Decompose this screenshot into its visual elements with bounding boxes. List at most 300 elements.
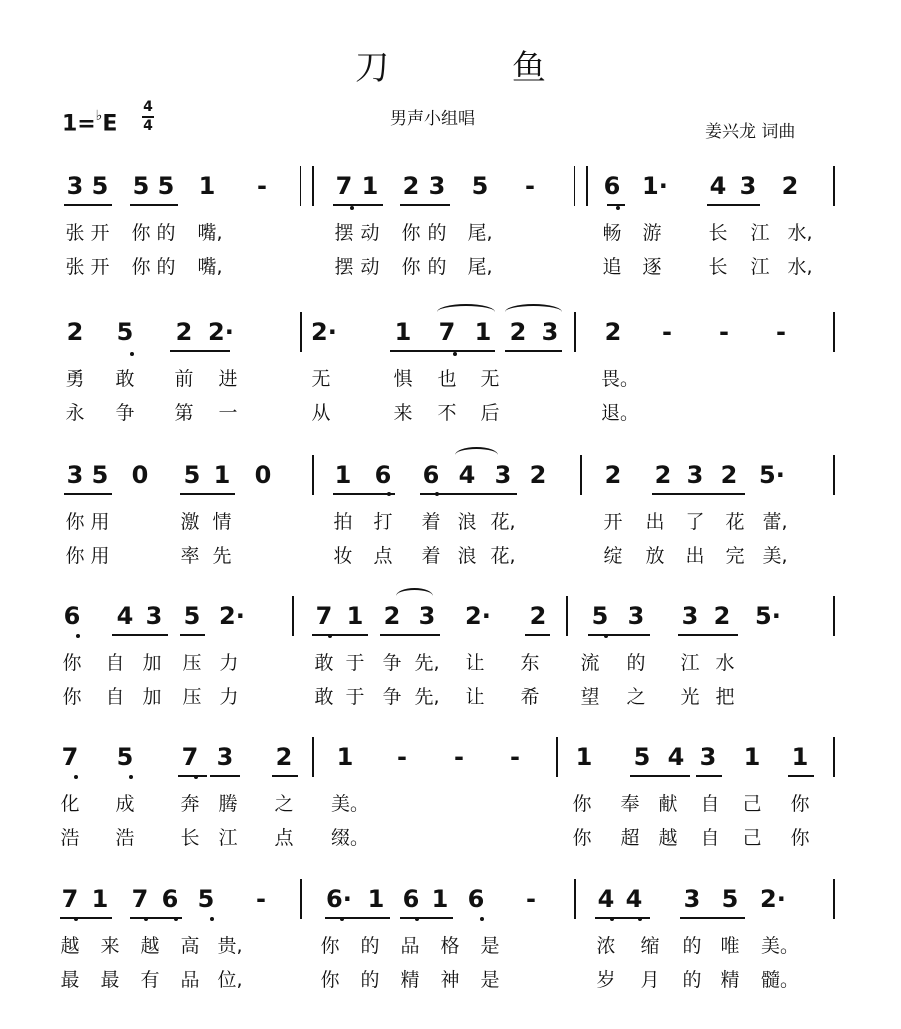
lyric-syllable: 着	[421, 511, 441, 533]
beam-underline	[178, 775, 207, 777]
lyric-syllable: 你	[65, 511, 85, 533]
lyric-syllable: 尾,	[467, 256, 493, 278]
lyric-syllable: 浪	[457, 545, 477, 567]
lyric-syllable: 你	[62, 652, 82, 674]
lyric-syllable: 自	[105, 686, 125, 708]
note: 1	[361, 172, 379, 200]
lyric-syllable: 出	[645, 511, 665, 533]
octave-dot	[350, 206, 354, 210]
lyric-syllable: 越	[658, 827, 678, 849]
note: -	[526, 885, 536, 913]
lyric-syllable: 动	[360, 256, 380, 278]
note: 1	[346, 602, 364, 630]
lyric-syllable: 让	[465, 652, 485, 674]
note: 5	[116, 318, 134, 346]
note: 7	[438, 318, 456, 346]
lyric-syllable: 了	[685, 511, 705, 533]
beam-underline	[333, 204, 383, 206]
barline	[312, 455, 314, 495]
lyric-syllable: 超	[620, 827, 640, 849]
author-credit: 姜兴龙 词曲	[705, 122, 796, 142]
note: 3	[66, 172, 84, 200]
barline	[556, 737, 558, 777]
note: 3	[683, 885, 701, 913]
beam-underline	[64, 204, 112, 206]
slur	[396, 588, 433, 604]
lyric-syllable: 无	[480, 368, 500, 390]
lyric-syllable: 浪	[457, 511, 477, 533]
beam-underline	[707, 204, 760, 206]
score-system	[0, 461, 901, 591]
lyric-syllable: 放	[645, 545, 665, 567]
octave-dot	[74, 917, 78, 921]
octave-dot	[130, 352, 134, 356]
lyric-syllable: 是	[480, 969, 500, 991]
lyric-syllable: 于	[345, 652, 365, 674]
note: 4	[625, 885, 643, 913]
lyric-syllable: 加	[142, 652, 162, 674]
barline	[292, 596, 294, 636]
lyric-syllable: 的	[360, 935, 380, 957]
beam-underline	[60, 917, 112, 919]
key-signature: 1=♭E	[62, 108, 118, 137]
note: 5	[721, 885, 739, 913]
note: 6	[161, 885, 179, 913]
note: 1	[474, 318, 492, 346]
note: 5	[91, 172, 109, 200]
lyric-syllable: 争	[382, 652, 402, 674]
lyric-syllable: 缀。	[331, 827, 370, 849]
note: 2	[781, 172, 799, 200]
beam-underline	[325, 917, 390, 919]
note: -	[510, 743, 520, 771]
note: 2·	[208, 318, 234, 346]
note: -	[257, 172, 267, 200]
note: 5	[157, 172, 175, 200]
lyric-syllable: 进	[218, 368, 238, 390]
performance-type: 男声小组唱	[390, 109, 475, 129]
octave-dot	[174, 917, 178, 921]
lyric-syllable: 最	[100, 969, 120, 991]
score-system	[0, 602, 901, 732]
lyric-syllable: 长	[180, 827, 200, 849]
lyric-syllable: 岁	[596, 969, 616, 991]
lyric-syllable: 长	[708, 256, 728, 278]
lyric-syllable: 于	[345, 686, 365, 708]
lyric-syllable: 动	[360, 222, 380, 244]
note: -	[719, 318, 729, 346]
beam-underline	[788, 775, 814, 777]
lyric-syllable: 你	[131, 222, 151, 244]
note: 2·	[760, 885, 786, 913]
lyric-syllable: 江	[680, 652, 700, 674]
note: 5·	[755, 602, 781, 630]
lyric-syllable: 惧	[393, 368, 413, 390]
lyric-syllable: 你	[131, 256, 151, 278]
lyric-syllable: 率	[180, 545, 200, 567]
lyric-syllable: 一	[218, 402, 238, 424]
note: 5	[132, 172, 150, 200]
lyric-syllable: 奉	[620, 793, 640, 815]
lyric-syllable: 有	[140, 969, 160, 991]
octave-dot	[328, 634, 332, 638]
barline	[312, 166, 314, 206]
note: 2	[383, 602, 401, 630]
lyric-syllable: 髓。	[761, 969, 800, 991]
note: -	[776, 318, 786, 346]
note: -	[662, 318, 672, 346]
lyric-syllable: 水	[715, 652, 735, 674]
lyric-syllable: 争	[382, 686, 402, 708]
beam-underline	[112, 634, 168, 636]
lyric-syllable: 点	[373, 545, 393, 567]
note: 2	[529, 461, 547, 489]
lyric-syllable: 争	[115, 402, 135, 424]
note: 3	[145, 602, 163, 630]
octave-dot	[415, 917, 419, 921]
note: 2	[275, 743, 293, 771]
note: 3	[66, 461, 84, 489]
lyric-syllable: 先,	[414, 686, 440, 708]
lyric-syllable: 尾,	[467, 222, 493, 244]
lyric-syllable: 畅	[602, 222, 622, 244]
note: 5	[591, 602, 609, 630]
barline	[574, 312, 576, 352]
lyric-syllable: 敢	[314, 686, 334, 708]
lyric-syllable: 唯	[720, 935, 740, 957]
lyric-syllable: 妆	[333, 545, 353, 567]
lyric-syllable: 流	[580, 652, 600, 674]
lyric-syllable: 自	[700, 793, 720, 815]
slur	[437, 304, 495, 320]
beam-underline	[180, 634, 205, 636]
note: 4	[116, 602, 134, 630]
note: 1	[791, 743, 809, 771]
barline	[574, 166, 575, 206]
lyric-syllable: 位,	[217, 969, 243, 991]
lyric-syllable: 来	[100, 935, 120, 957]
lyric-syllable: 后	[480, 402, 500, 424]
beam-underline	[696, 775, 722, 777]
lyric-syllable: 畏。	[601, 368, 640, 390]
octave-dot	[604, 634, 608, 638]
lyric-syllable: 水,	[787, 256, 813, 278]
note: 1	[213, 461, 231, 489]
lyric-syllable: 你	[401, 222, 421, 244]
note: 1	[394, 318, 412, 346]
note: 3	[418, 602, 436, 630]
note: 4	[458, 461, 476, 489]
note: 4	[597, 885, 615, 913]
beam-underline	[272, 775, 298, 777]
lyric-syllable: 己	[742, 793, 762, 815]
lyric-syllable: 自	[700, 827, 720, 849]
lyric-syllable: 无	[311, 368, 331, 390]
lyric-syllable: 勇	[65, 368, 85, 390]
lyric-syllable: 品	[180, 969, 200, 991]
lyric-syllable: 情	[212, 511, 232, 533]
octave-dot	[194, 775, 198, 779]
lyric-syllable: 着	[421, 545, 441, 567]
lyric-syllable: 张	[65, 222, 85, 244]
beam-underline	[400, 917, 453, 919]
lyric-syllable: 前	[174, 368, 194, 390]
octave-dot	[210, 917, 214, 921]
score-system	[0, 172, 901, 302]
lyric-syllable: 激	[180, 511, 200, 533]
lyric-syllable: 把	[715, 686, 735, 708]
octave-dot	[76, 634, 80, 638]
note: 6	[422, 461, 440, 489]
lyric-syllable: 你	[320, 969, 340, 991]
barline	[300, 879, 302, 919]
lyric-syllable: 开	[603, 511, 623, 533]
song-title: 刀 鱼	[355, 48, 602, 88]
note: 3	[739, 172, 757, 200]
lyric-syllable: 嘴,	[197, 222, 223, 244]
note: 7	[61, 743, 79, 771]
barline	[833, 455, 835, 495]
lyric-syllable: 游	[642, 222, 662, 244]
lyric-syllable: 从	[311, 402, 331, 424]
lyric-syllable: 花	[725, 511, 745, 533]
note: 3	[627, 602, 645, 630]
note: 7	[131, 885, 149, 913]
lyric-syllable: 完	[725, 545, 745, 567]
lyric-syllable: 力	[219, 686, 239, 708]
lyric-syllable: 摆	[334, 222, 354, 244]
note: 7	[61, 885, 79, 913]
lyric-syllable: 你	[320, 935, 340, 957]
lyric-syllable: 你	[401, 256, 421, 278]
note: 5	[197, 885, 215, 913]
beam-underline	[678, 634, 738, 636]
barline	[833, 879, 835, 919]
barline	[833, 312, 835, 352]
lyric-syllable: 绽	[603, 545, 623, 567]
lyric-syllable: 你	[65, 545, 85, 567]
note: 2	[604, 318, 622, 346]
barline	[300, 166, 301, 206]
beam-underline	[180, 493, 235, 495]
note: 2·	[311, 318, 337, 346]
note: 7	[335, 172, 353, 200]
beam-underline	[390, 350, 495, 352]
note: 5	[116, 743, 134, 771]
lyric-syllable: 的	[682, 969, 702, 991]
lyric-syllable: 花,	[490, 511, 516, 533]
beam-underline	[64, 493, 112, 495]
lyric-syllable: 水,	[787, 222, 813, 244]
octave-dot	[435, 492, 439, 496]
note: 1·	[642, 172, 668, 200]
lyric-syllable: 开	[90, 256, 110, 278]
note: 3	[686, 461, 704, 489]
lyric-syllable: 你	[790, 827, 810, 849]
barline	[586, 166, 588, 206]
octave-dot	[74, 775, 78, 779]
note: 7	[181, 743, 199, 771]
note: 6	[374, 461, 392, 489]
barline	[833, 596, 835, 636]
lyric-syllable: 品	[400, 935, 420, 957]
time-signature: 4 4	[143, 99, 153, 134]
lyric-syllable: 最	[60, 969, 80, 991]
lyric-syllable: 点	[274, 827, 294, 849]
lyric-syllable: 江	[750, 256, 770, 278]
lyric-syllable: 美,	[762, 545, 788, 567]
lyric-syllable: 美。	[331, 793, 370, 815]
octave-dot	[638, 917, 642, 921]
note: 0	[254, 461, 272, 489]
lyric-syllable: 化	[60, 793, 80, 815]
lyric-syllable: 的	[360, 969, 380, 991]
note: 6	[467, 885, 485, 913]
octave-dot	[616, 206, 620, 210]
note: 2	[509, 318, 527, 346]
beam-underline	[333, 493, 395, 495]
note: 2	[604, 461, 622, 489]
lyric-syllable: 的	[682, 935, 702, 957]
note: 3	[541, 318, 559, 346]
lyric-syllable: 你	[572, 793, 592, 815]
lyric-syllable: 浩	[60, 827, 80, 849]
score-system	[0, 885, 901, 1015]
lyric-syllable: 压	[182, 686, 202, 708]
lyric-syllable: 之	[274, 793, 294, 815]
note: 2	[529, 602, 547, 630]
note: 3	[681, 602, 699, 630]
note: 6	[63, 602, 81, 630]
note: 2·	[219, 602, 245, 630]
beam-underline	[312, 634, 368, 636]
lyric-syllable: 退。	[601, 402, 640, 424]
lyric-syllable: 追	[602, 256, 622, 278]
lyric-syllable: 逐	[642, 256, 662, 278]
note: 1	[198, 172, 216, 200]
lyric-syllable: 高	[180, 935, 200, 957]
lyric-syllable: 打	[373, 511, 393, 533]
beam-underline	[210, 775, 240, 777]
barline	[833, 166, 835, 206]
note: 2·	[465, 602, 491, 630]
note: -	[397, 743, 407, 771]
note: 4	[709, 172, 727, 200]
lyric-syllable: 奔	[180, 793, 200, 815]
note: 2	[720, 461, 738, 489]
lyric-syllable: 江	[750, 222, 770, 244]
lyric-syllable: 己	[742, 827, 762, 849]
lyric-syllable: 花,	[490, 545, 516, 567]
barline	[566, 596, 568, 636]
lyric-syllable: 的	[156, 256, 176, 278]
barline	[300, 312, 302, 352]
octave-dot	[340, 917, 344, 921]
lyric-syllable: 自	[105, 652, 125, 674]
lyric-syllable: 蕾,	[762, 511, 788, 533]
score-system	[0, 318, 901, 448]
note: 5·	[759, 461, 785, 489]
lyric-syllable: 成	[115, 793, 135, 815]
lyric-syllable: 的	[427, 256, 447, 278]
lyric-syllable: 加	[142, 686, 162, 708]
note: -	[256, 885, 266, 913]
barline	[574, 879, 576, 919]
lyric-syllable: 精	[720, 969, 740, 991]
lyric-syllable: 贵,	[217, 935, 243, 957]
lyric-syllable: 腾	[218, 793, 238, 815]
note: 1	[431, 885, 449, 913]
octave-dot	[480, 917, 484, 921]
lyric-syllable: 东	[520, 652, 540, 674]
note: 1	[91, 885, 109, 913]
note: -	[454, 743, 464, 771]
lyric-syllable: 敢	[314, 652, 334, 674]
note: 5	[471, 172, 489, 200]
lyric-syllable: 格	[440, 935, 460, 957]
lyric-syllable: 希	[520, 686, 540, 708]
octave-dot	[129, 775, 133, 779]
note: 1	[575, 743, 593, 771]
lyric-syllable: 神	[440, 969, 460, 991]
beam-underline	[505, 350, 562, 352]
note: 4	[667, 743, 685, 771]
lyric-syllable: 第	[174, 402, 194, 424]
note: 2	[66, 318, 84, 346]
lyric-syllable: 光	[680, 686, 700, 708]
beam-underline	[652, 493, 745, 495]
note: 6·	[326, 885, 352, 913]
slur	[505, 304, 562, 320]
lyric-syllable: 是	[480, 935, 500, 957]
lyric-syllable: 献	[658, 793, 678, 815]
lyric-syllable: 让	[465, 686, 485, 708]
octave-dot	[387, 492, 391, 496]
barline	[580, 455, 582, 495]
beam-underline	[400, 204, 450, 206]
lyric-syllable: 的	[427, 222, 447, 244]
score-system	[0, 743, 901, 873]
note: 2	[713, 602, 731, 630]
lyric-syllable: 用	[90, 511, 110, 533]
lyric-syllable: 月	[640, 969, 660, 991]
octave-dot	[144, 917, 148, 921]
note: 0	[131, 461, 149, 489]
lyric-syllable: 也	[437, 368, 457, 390]
lyric-syllable: 越	[140, 935, 160, 957]
lyric-syllable: 摆	[334, 256, 354, 278]
note: 3	[699, 743, 717, 771]
beam-underline	[630, 775, 690, 777]
note: 3	[216, 743, 234, 771]
lyric-syllable: 缩	[640, 935, 660, 957]
lyric-syllable: 敢	[115, 368, 135, 390]
lyric-syllable: 拍	[333, 511, 353, 533]
note: 1	[336, 743, 354, 771]
note: 6	[402, 885, 420, 913]
note: 2	[402, 172, 420, 200]
note: 5	[183, 461, 201, 489]
lyric-syllable: 的	[626, 652, 646, 674]
beam-underline	[588, 634, 650, 636]
note: 2	[175, 318, 193, 346]
note: 5	[633, 743, 651, 771]
note: 5	[91, 461, 109, 489]
lyric-syllable: 张	[65, 256, 85, 278]
note: 1	[743, 743, 761, 771]
beam-underline	[380, 634, 440, 636]
note: 5	[183, 602, 201, 630]
